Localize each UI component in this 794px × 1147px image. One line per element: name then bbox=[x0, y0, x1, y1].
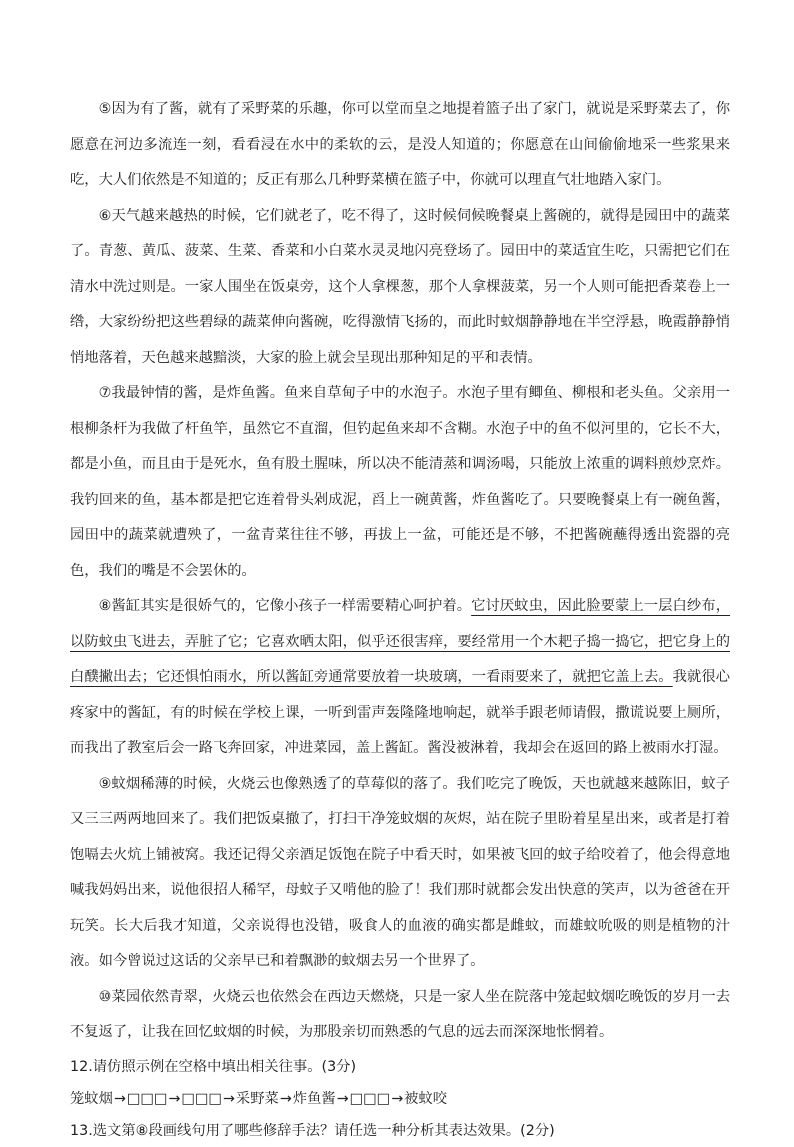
paragraph-9: ⑨蚊烟稀薄的时候，火烧云也像熟透了的草莓似的落了。我们吃完了晚饭，天也就越来越陈旧，蚊子又三三两两地回来了。我们把饭桌撤了，打扫干净笼蚊烟的灰烬，站在院子里盼着星星出来，或者是打着饱嗝去火炕上铺被窝。我还记得父亲酒足饭饱在院子中看天时，如果被飞回的蚊子给咬着了，他会得意地喊我妈妈出来，说他很招人稀罕，母蚊子又啃他的脸了！我们那时就都会发出快意的笑声，以为爸爸在开玩笑。长大后我才知道，父亲说得也没错，吸食人的血液的确实都是雌蚊，而雄蚊吮吸的则是植物的汁液。如今曾说过这话的父亲早已和着飘渺的蚊烟去另一个世界了。 bbox=[70, 775, 730, 969]
paragraph-8-rest: 我就很心疼家中的酱缸，有的时候在学校上课，一听到雷声轰隆隆地响起，就举手跟老师请假，撒谎说要上厕所，而我出了教室后会一路飞奔回家，冲进菜园，盖上酱缸。酱没被淋着，我却会在返回的路上被雨水打湿。 bbox=[70, 669, 730, 756]
chain-item: 笼蚊烟 bbox=[70, 1090, 113, 1107]
events-chain bbox=[70, 1083, 730, 1115]
arrow-icon: → bbox=[279, 1090, 292, 1107]
paragraph-8 bbox=[70, 589, 730, 767]
paragraph-10: ⑩菜园依然青翠，火烧云也依然会在西边天燃烧，只是一家人坐在院落中笼起蚊烟吃晚饭的岁月一去不复返了，让我在回忆蚊烟的时候，为那股亲切而熟悉的气息的远去而深深地怅惘着。 bbox=[70, 988, 730, 1040]
chain-item: 采野菜 bbox=[235, 1090, 279, 1107]
question-13: 13.选文第⑧段画线句用了哪些修辞手法？请任选一种分析其表达效果。(2分) bbox=[70, 1122, 555, 1139]
paragraph-6: ⑥天气越来越热的时候，它们就老了，吃不得了，这时候伺候晚餐桌上酱碗的，就得是园田中的蔬菜了。青葱、黄瓜、菠菜、生菜、香菜和小白菜水灵灵地闪亮登场了。园田中的菜适宜生吃，只需把它们在清水中洗过则是。一家人围坐在饭桌旁，这个人拿棵葱，那个人拿棵菠菜，另一个人则可能把香菜卷上一绺，大家纷纷把这些碧绿的蔬菜伸向酱碗，吃得激情飞扬的，而此时蚊烟静静地在半空浮悬，晚霞静静悄悄地落着，天色越来越黯淡，大家的脸上就会呈现出那种知足的平和表情。 bbox=[70, 207, 730, 366]
question-12: 12.请仿照示例在空格中填出相关往事。(3分) bbox=[70, 1058, 357, 1075]
paragraph-5: ⑤因为有了酱，就有了采野菜的乐趣，你可以堂而皇之地提着篮子出了家门，就说是采野菜去了，你愿意在河边多流连一刻，看看浸在水中的柔软的云，是没人知道的；你愿意在山间偷偷地采一些浆果来吃，大人们依然是不知道的；反正有那么几种野菜横在篮子中，你就可以理直气壮地踏入家门。 bbox=[70, 101, 730, 188]
paragraph-7: ⑦我最钟情的酱，是炸鱼酱。鱼来自草甸子中的水泡子。水泡子里有鲫鱼、柳根和老头鱼。父亲用一根柳条杆为我做了杆鱼竿，虽然它不直溜，但钓起鱼来却不含糊。水泡子中的鱼不似河里的，它长不大，都是小鱼，而且由于是死水，鱼有股土腥味，所以决不能清蒸和调汤喝，只能放上浓重的调料煎炒烹炸。我钓回来的鱼，基本都是把它连着骨头剁成泥，舀上一碗黄酱，炸鱼酱吃了。只要晚餐桌上有一碗鱼酱，园田中的蔬菜就遭殃了，一盆青菜往往不够，再拔上一盆，可能还是不够，不把酱碗蘸得透出瓷器的亮色，我们的嘴是不会罢休的。 bbox=[70, 385, 730, 579]
chain-blank: □□□ bbox=[349, 1090, 391, 1107]
arrow-icon: → bbox=[113, 1090, 126, 1107]
arrow-icon: → bbox=[336, 1090, 349, 1107]
chain-item: 被蚊咬 bbox=[404, 1090, 448, 1107]
arrow-icon: → bbox=[222, 1090, 235, 1107]
arrow-icon: → bbox=[391, 1090, 404, 1107]
chain-blank: □□□ bbox=[126, 1090, 168, 1107]
paragraph-8-underlined-sentence: 它讨厌蚊虫，因此脸要蒙上一层白纱布，以防蚊虫飞进去，弄脏了它；它喜欢晒太阳，似乎还很害痒，要经常用一个木耙子捣一捣它，把它身上的白醭撇出去；它还惧怕雨水，所以酱缸旁通常要放着一块玻璃，一看雨要来了，就把它盖上去。 bbox=[70, 598, 730, 685]
chain-item: 炸鱼酱 bbox=[292, 1090, 336, 1107]
paragraph-8-intro: ⑧酱缸其实是很娇气的，它像小孩子一样需要精心呵护着。 bbox=[98, 598, 472, 614]
chain-blank: □□□ bbox=[181, 1090, 222, 1107]
document-page bbox=[70, 92, 730, 1147]
arrow-icon: → bbox=[168, 1090, 181, 1107]
